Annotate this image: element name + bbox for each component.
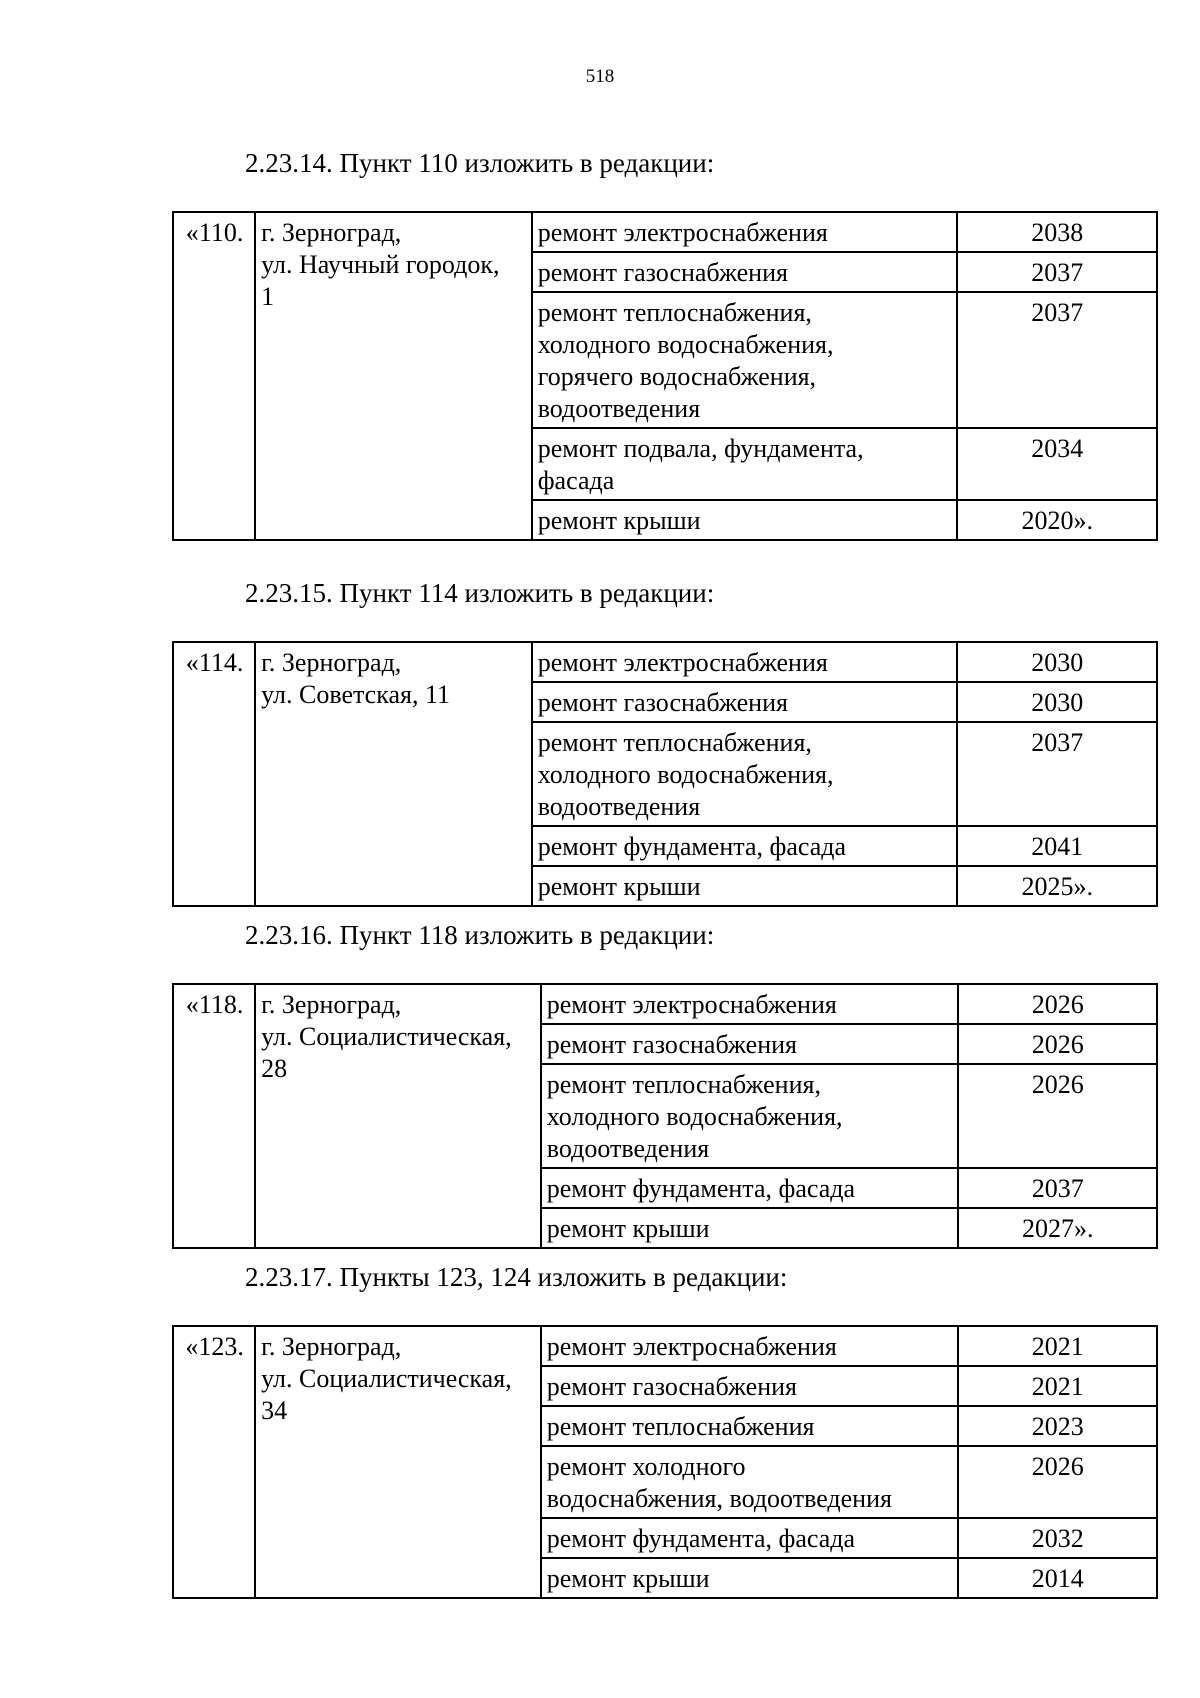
work-description: ремонт крыши xyxy=(541,1558,958,1598)
work-year: 2034 xyxy=(957,428,1157,500)
item-number: «118. xyxy=(173,984,255,1248)
item-address: г. Зерноград, ул. Советская, 11 xyxy=(255,642,532,906)
table-row xyxy=(173,642,1157,682)
work-description: ремонт газоснабжения xyxy=(541,1024,958,1064)
item-number: «110. xyxy=(173,212,255,540)
work-description: ремонт электроснабжения xyxy=(532,212,957,252)
work-year: 2025». xyxy=(957,866,1157,906)
table-row xyxy=(173,212,1157,252)
work-year: 2037 xyxy=(957,252,1157,292)
section-heading: 2.23.14. Пункт 110 изложить в редакции: xyxy=(245,148,715,178)
item-table xyxy=(172,641,1158,907)
work-description: ремонт фундамента, фасада xyxy=(541,1168,958,1208)
work-description: ремонт фундамента, фасада xyxy=(532,826,957,866)
work-year: 2032 xyxy=(958,1518,1157,1558)
work-description: ремонт газоснабжения xyxy=(532,252,957,292)
work-description: ремонт фундамента, фасада xyxy=(541,1518,958,1558)
work-year: 2037 xyxy=(957,722,1157,826)
work-year: 2026 xyxy=(958,1064,1157,1168)
item-table xyxy=(172,1325,1158,1599)
item-table xyxy=(172,211,1158,541)
work-description: ремонт холодного водоснабжения, водоотведения xyxy=(541,1446,958,1518)
work-description: ремонт теплоснабжения, холодного водоснабжения, водоотведения xyxy=(541,1064,958,1168)
section-heading: 2.23.16. Пункт 118 изложить в редакции: xyxy=(245,920,715,950)
work-year: 2021 xyxy=(958,1366,1157,1406)
work-description: ремонт электроснабжения xyxy=(541,1326,958,1366)
page-number: 518 xyxy=(585,66,615,87)
section-heading: 2.23.15. Пункт 114 изложить в редакции: xyxy=(245,578,715,608)
work-description: ремонт газоснабжения xyxy=(532,682,957,722)
work-year: 2020». xyxy=(957,500,1157,540)
section-heading: 2.23.17. Пункты 123, 124 изложить в редакции: xyxy=(245,1262,788,1292)
item-number: «123. xyxy=(173,1326,255,1598)
work-year: 2027». xyxy=(958,1208,1157,1248)
work-description: ремонт теплоснабжения, холодного водоснабжения, водоотведения xyxy=(532,722,957,826)
work-year: 2014 xyxy=(958,1558,1157,1598)
item-address: г. Зерноград, ул. Научный городок, 1 xyxy=(255,212,532,540)
work-year: 2026 xyxy=(958,1446,1157,1518)
work-description: ремонт крыши xyxy=(532,866,957,906)
table-row xyxy=(173,1326,1157,1366)
work-year: 2037 xyxy=(958,1168,1157,1208)
work-description: ремонт электроснабжения xyxy=(532,642,957,682)
work-description: ремонт теплоснабжения, холодного водоснабжения, горячего водоснабжения, водоотведения xyxy=(532,292,957,428)
item-number: «114. xyxy=(173,642,255,906)
work-year: 2041 xyxy=(957,826,1157,866)
work-description: ремонт крыши xyxy=(541,1208,958,1248)
work-year: 2030 xyxy=(957,642,1157,682)
work-year: 2021 xyxy=(958,1326,1157,1366)
work-year: 2037 xyxy=(957,292,1157,428)
work-year: 2026 xyxy=(958,1024,1157,1064)
work-description: ремонт газоснабжения xyxy=(541,1366,958,1406)
work-year: 2026 xyxy=(958,984,1157,1024)
table-row xyxy=(173,984,1157,1024)
work-description: ремонт подвала, фундамента, фасада xyxy=(532,428,957,500)
work-year: 2023 xyxy=(958,1406,1157,1446)
work-description: ремонт крыши xyxy=(532,500,957,540)
item-address: г. Зерноград, ул. Социалистическая, 34 xyxy=(255,1326,541,1598)
work-year: 2038 xyxy=(957,212,1157,252)
item-address: г. Зерноград, ул. Социалистическая, 28 xyxy=(255,984,541,1248)
work-year: 2030 xyxy=(957,682,1157,722)
work-description: ремонт электроснабжения xyxy=(541,984,958,1024)
item-table xyxy=(172,983,1158,1249)
work-description: ремонт теплоснабжения xyxy=(541,1406,958,1446)
